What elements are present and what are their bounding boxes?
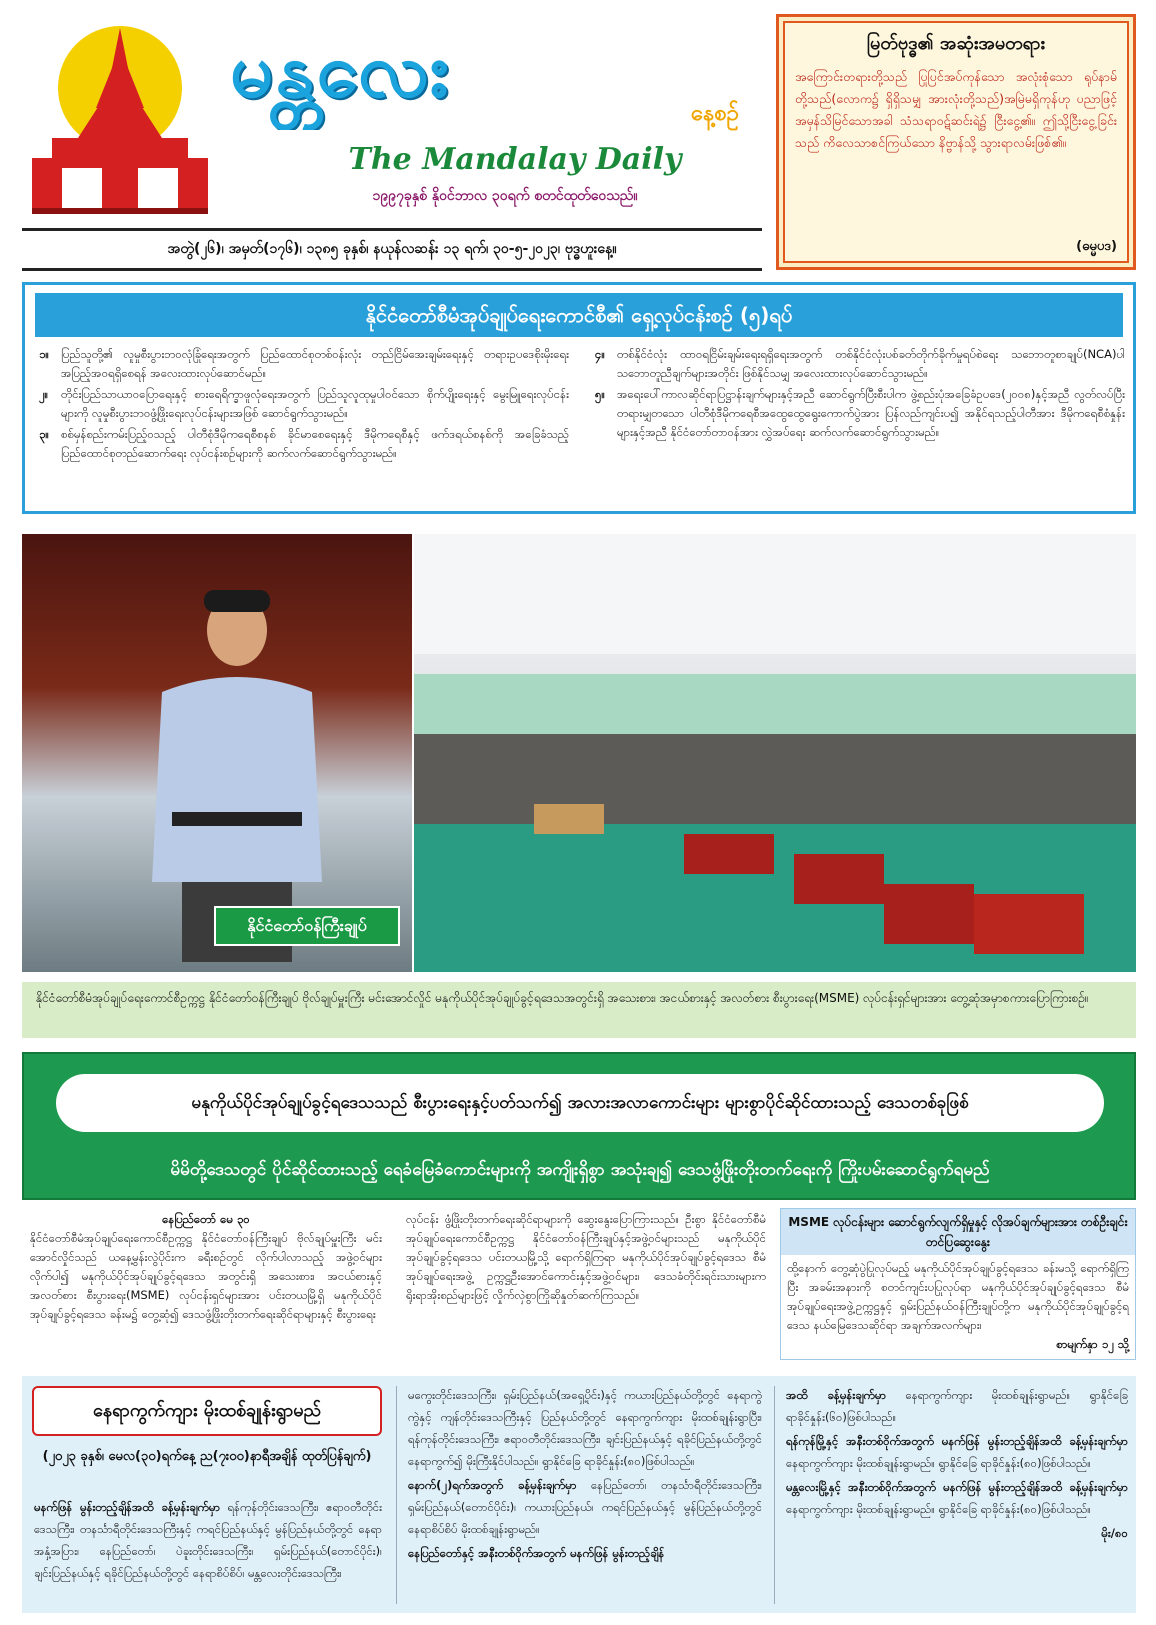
masthead-english-title: The Mandalay Daily [348, 142, 682, 177]
teaching-title: မြတ်ဗုဒ္ဓ၏ အဆုံးအမတရား [867, 33, 1045, 54]
objectives-box [22, 282, 1136, 514]
weather-text: နေရာကွက်ကျား မိုးထစ်ချုန်းရွာမည်။ ရွာနိုင်ခြေ ရာခိုင်နှုန်း(၆၀)ဖြစ်ပါသည်။ [786, 1388, 1128, 1424]
speaker-figure-icon [142, 582, 332, 962]
article-text: နိုင်ငံတော်စီမံအုပ်ချုပ်ရေးကောင်စီဥက္ကဋ္ဌ နိုင်ငံတော်ဝန်ကြီးချုပ် ဗိုလ်ချုပ်မှူးကြီး မင်းအောင်လှိုင်သည် ယနေ့မွန်းလွဲပိုင်းက ခရီးစဉ်တွင် လိုက်ပါလာသည့် အဖွဲ့ဝင်များလိုက်ပါ၍ မနုကိုယ်ပိုင်အုပ်ချုပ်ခွင့်ရဒေသ အတွင်းရှိ အသေးစား၊ အငယ်စားနှင့် အလတ်စား စီးပွားရေး(MSME) လုပ်ငန်းရှင်များအား ပင်းတယမြို့ရှိ မနုကိုယ်ပိုင်အုပ်ချုပ်ခွင့်ရဒေသ ခန်းမ၌ တွေ့ဆုံ၍ ဒေသဖွံ့ဖြိုးတိုးတက်ရေးဆိုင်ရာများနှင့် စီးပွားရေး [30, 1231, 382, 1321]
weather-section [22, 1376, 1136, 1613]
weather-column-3 [786, 1384, 1128, 1608]
objective-text: စစ်မှန်စည်းကမ်းပြည့်ဝသည့် ပါတီစုံဒီမိုကရေစီစနစ် ခိုင်မာစေရေးနှင့် ဒီမိုကရေစီနှင့် ဖက်ဒရယ်စနစ်ကို အခြေခံသည့် ပြည်ထောင်စုတည်ဆောက်ရေး လုပ်ငန်းစဉ်များကို ဆက်လက်ဆောင်ရွက်သွားမည်။ [61, 427, 569, 460]
masthead-subtitle: နေ့စဉ် [691, 101, 739, 126]
audience-hall-icon [414, 534, 1136, 972]
objective-text: တစ်နိုင်ငံလုံး ထာဝရငြိမ်းချမ်းရေးရရှိရေးအတွက် တစ်နိုင်ငံလုံးပစ်ခတ်တိုက်ခိုက်မှုရပ်စဲရေး သဘောတူစာချုပ်(NCA)ပါ သဘောတူညီချက်များအတိုင်း ဖြစ်နိုင်သမျှ အလေးထားလုပ်ဆောင်သွားမည်။ [617, 347, 1125, 380]
weather-column-1 [34, 1496, 382, 1608]
weather-text: မကွေးတိုင်းဒေသကြီး၊ ရှမ်းပြည်နယ်(အရှေ့ပိုင်း)နှင့် ကယားပြည်နယ်တို့တွင် နေရာကွဲကွဲနှင့် ကျန်တိုင်းဒေသကြီးနှင့် ပြည်နယ်တို့တွင် နေရာကွက်ကျား မိုးထစ်ချုန်းရွာပြီး၊ ရန်ကုန်တိုင်းဒေသကြီး၊ ဧရာဝတီတိုင်းဒေသကြီး၊ ချင်းပြည်နယ်နှင့် ရခိုင်ပြည်နယ်တို့တွင် နေရာကွက်၍ မိုးကြီးနိုင်ပါသည်။ ရွာနိုင်ခြေ ရာခိုင်နှုန်း(၈၀)ဖြစ်ပါသည်။ [408, 1388, 762, 1468]
speaker-name-tag: နိုင်ငံတော်ဝန်ကြီးချုပ် [214, 906, 400, 946]
article-column-1 [30, 1210, 382, 1360]
audience-photo [414, 534, 1136, 972]
divider [22, 228, 762, 231]
headline-main: မနုကိုယ်ပိုင်အုပ်ချုပ်ခွင့်ရဒေသသည် စီးပွားရေးနှင့်ပတ်သက်၍ အလားအလာကောင်းများ များစွာပိုင်ဆိုင်ထားသည့် ဒေသတစ်ခုဖြစ် [56, 1074, 1104, 1132]
objectives-column-right [595, 345, 1125, 505]
objectives-column-left [39, 345, 569, 505]
objective-number: ၂။ [39, 387, 49, 401]
objective-text: ပြည်သူတို့၏ လူမှုစီးပွားဘဝလုံခြုံရေးအတွက် ပြည်ထောင်စုတစ်ဝန်းလုံး တည်ငြိမ်အေးချမ်းရေးနှင့် တရားဥပဒေစိုးမိုးရေး အပြည့်အဝရရှိစေရန် အလေးထားလုပ်ဆောင်မည်။ [61, 347, 569, 380]
continued-link[interactable]: မိုး/၈၀ [1101, 1526, 1128, 1540]
issue-info: အတွဲ(၂၆)၊ အမှတ်(၁၇၆)၊ ၁၃၈၅ ခုနှစ်၊ နယုန်လဆန်း ၁၃ ရက်၊ ၃၀-၅-၂၀၂၃၊ ဗုဒ္ဓဟူးနေ့။ [167, 241, 617, 257]
objective-item [39, 345, 569, 383]
weather-lead: မနက်ဖြန် မွန်းတည့်ချိန်အထိ ခန့်မှန်းချက်မှာ [34, 1500, 221, 1514]
objective-item [595, 345, 1125, 383]
article-text [781, 1255, 1135, 1358]
established-line: ၁၉၉၇ခုနှစ် နိုဝင်ဘာလ ၃၀ရက် စတင်ထုတ်ဝေသည်။ [372, 188, 638, 204]
divider [396, 1386, 397, 1604]
headline-sub: မိမိတို့ဒေသတွင် ပိုင်ဆိုင်ထားသည့် ရေခံမြေခံကောင်းများကို အကျိုးရှိစွာ အသုံးချ၍ ဒေသဖွံ့ဖြိုးတိုးတက်ရေးကို ကြိုးပမ်းဆောင်ရွက်ရမည် [170, 1160, 990, 1180]
teaching-body: အကြောင်းတရားတို့သည် ပြုပြင်အပ်ကုန်သော အလုံးစုံသော ရုပ်နာမ်တို့သည်(လောက၌ ရှိရှိသမျှ အားလုံးတို့သည်)အမြဲမရှိကုန်ဟု ပညာဖြင့် အမှန်သိမြင်သောအခါ သံသရာဝဋ်ဆင်းရဲ၌ ငြီးငွေ့၏။ ဤသို့ငြီးငွေ့ခြင်းသည် ကိလေသာစင်ကြယ်သော နိဗ္ဗာန်သို့ သွားရာလမ်းဖြစ်၏။ [795, 69, 1117, 150]
weather-title: နေရာကွက်ကျား မိုးထစ်ချုန်းရွာမည် [32, 1386, 382, 1436]
weather-date: (၂၀၂၃ ခုနှစ်၊ မေလ(၃၀)ရက်နေ့ ည(၇း၀၀)နာရီအချိန် ထုတ်ပြန်ချက်) [42, 1449, 372, 1464]
objective-item [39, 425, 569, 463]
objective-number: ၃။ [39, 427, 49, 441]
article-dateline: နေပြည်တော် မေ ၃၀ [162, 1212, 250, 1226]
teaching-source: (ဓမ္မပဒ) [1076, 239, 1117, 254]
objective-item [595, 385, 1125, 442]
objective-number: ၁။ [39, 347, 49, 361]
article-column-3 [780, 1208, 1136, 1360]
objectives-title: နိုင်ငံတော်စီမံအုပ်ချုပ်ရေးကောင်စီ၏ ရှေ့လုပ်ငန်းစဉ် (၅)ရပ် [35, 293, 1123, 337]
weather-text: နေပြည်တော်၊ တနင်္သာရီတိုင်းဒေသကြီး၊ ရှမ်းပြည်နယ်(တောင်ပိုင်း)၊ ကယားပြည်နယ်၊ ကရင်ပြည်နယ်နှင့် မွန်ပြည်နယ်တို့တွင် နေရာစိပ်စိပ် မိုးထစ်ချုန်းရွာမည်။ [408, 1478, 762, 1536]
weather-text: နေရာကွက်ကျား မိုးထစ်ချုန်းရွာမည်။ ရွာနိုင်ခြေ ရာခိုင်နှုန်း(၈၀)ဖြစ်ပါသည်။ [786, 1502, 1091, 1516]
weather-lead: အထိ ခန့်မှန်းချက်မှာ [786, 1388, 887, 1402]
divider [22, 268, 762, 271]
article-text-body: ထို့နောက် တွေ့ဆုံပွဲပြုလုပ်မည့် မနုကိုယ်ပိုင်အုပ်ချုပ်ခွင့်ရဒေသ ခန်းမသို့ ရောက်ရှိကြပြီး အခမ်းအနားကို စတင်ကျင်းပပြုလုပ်ရာ မနုကိုယ်ပိုင်အုပ်ချုပ်ခွင့်ရဒေသ စီမံအုပ်ချုပ်ရေးအဖွဲ့ဥက္ကဋ္ဌနှင့် ရှမ်းပြည်နယ်ဝန်ကြီးချုပ်တို့က မနုကိုယ်ပိုင်အုပ်ချုပ်ခွင့်ရဒေသ နယ်မြေဒေသဆိုင်ရာ အချက်အလက်များ၊ [787, 1261, 1129, 1332]
objective-number: ၄။ [595, 347, 605, 361]
weather-lead: နောက်(၂)ရက်အတွက် ခန့်မှန်းချက်မှာ [408, 1478, 577, 1492]
weather-text: နေရာကွက်ကျား မိုးထစ်ချုန်းရွာမည်။ ရွာနိုင်ခြေ ရာခိုင်နှုန်း(၈၀)ဖြစ်ပါသည်။ [786, 1456, 1091, 1470]
objective-text: အရေးပေါ်ကာလဆိုင်ရာပြဋ္ဌာန်းချက်များနှင့်အညီ ဆောင်ရွက်ပြီးစီးပါက ဖွဲ့စည်းပုံအခြေခံဥပဒေ(၂၀၀၈)နှင့်အညီ လွတ်လပ်ပြီး တရားမျှတသော ပါတီစုံဒီမိုကရေစီအထွေထွေရွေးကောက်ပွဲအား ပြန်လည်ကျင်းပ၍ အနိုင်ရသည့်ပါတီအား ဒီမိုကရေစီစံနှုန်းများနှင့်အညီ နိုင်ငံတော်တာဝန်အား လွှဲအပ်ရေး ဆက်လက်ဆောင်ရွက်သွားမည်။ [617, 387, 1125, 439]
buddha-teaching-box [776, 14, 1136, 270]
objective-text: တိုင်းပြည်သာယာဝပြောရေးနှင့် စားရေရိက္ခာဖူလုံရေးအတွက် ပြည်သူလူထုမှုပါဝင်သော စိုက်ပျိုးရေးနှင့် မွေးမြူရေးလုပ်ငန်းများကို လူမှုစီးပွားဘဝဖွံ့ဖြိုးရေးလုပ်ငန်းများအဖြစ် ဆောင်ရွက်သွားမည်။ [61, 387, 569, 420]
palace-logo-icon [22, 18, 218, 214]
objective-item [39, 385, 569, 423]
masthead-title: မန္တလေး [230, 25, 451, 114]
weather-lead: ရန်ကုန်မြို့နှင့် အနီးတစ်ဝိုက်အတွက် မနက်ဖြန် မွန်းတည့်ချိန်အထိ ခန့်မှန်းချက်မှာ [786, 1434, 1128, 1448]
headline-box [22, 1052, 1136, 1200]
objective-number: ၅။ [595, 387, 605, 401]
continued-link[interactable]: စာမျက်နှာ ၁၂ သို့ [1056, 1337, 1129, 1351]
divider [774, 1386, 775, 1604]
weather-text: ရန်ကုန်တိုင်းဒေသကြီး၊ ဧရာဝတီတိုင်းဒေသကြီး၊ တနင်္သာရီတိုင်းဒေသကြီးနှင့် ကရင်ပြည်နယ်နှင့် မွန်ပြည်နယ်တို့တွင် နေရာအနှံ့အပြား၊ နေပြည်တော်၊ ပဲခူးတိုင်းဒေသကြီး၊ ရှမ်းပြည်နယ်(တောင်ပိုင်း)၊ ချင်းပြည်နယ်နှင့် ရခိုင်ပြည်နယ်တို့တွင် နေရာစိပ်စိပ်၊ မန္တလေးတိုင်းဒေသကြီး၊ [34, 1500, 382, 1580]
weather-column-2 [408, 1384, 762, 1608]
article-column-2: လုပ်ငန်း ဖွံ့ဖြိုးတိုးတက်ရေးဆိုင်ရာများကို ဆွေးနွေးပြောကြားသည်။ ဦးစွာ နိုင်ငံတော်စီမံအုပ်ချုပ်ရေးကောင်စီဥက္ကဋ္ဌ နိုင်ငံတော်ဝန်ကြီးချုပ်နှင့်အဖွဲ့ဝင်များသည် မနုကိုယ်ပိုင်အုပ်ချုပ်ခွင့်ရဒေသ ပင်းတယမြို့သို့ ရောက်ရှိကြရာ မနုကိုယ်ပိုင်အုပ်ချုပ်ခွင့်ရဒေသ စီမံအုပ်ချုပ်ရေးအဖွဲ့ ဥက္ကဋ္ဌဦးအောင်ကောင်းနှင့်အဖွဲ့ဝင်များ၊ ဒေသခံတိုင်းရင်းသားများက ရိုးရာအိုးစည်များဖြင့် လှိုက်လှဲစွာကြိုဆိုနှုတ်ဆက်ကြသည်။ [406, 1212, 766, 1302]
weather-lead: မန္တလေးမြို့နှင့် အနီးတစ်ဝိုက်အတွက် မနက်ဖြန် မွန်းတည့်ချိန်အထိ ခန့်မှန်းချက်မှာ [786, 1480, 1128, 1494]
speaker-photo [22, 534, 412, 972]
photo-caption: နိုင်ငံတော်စီမံအုပ်ချုပ်ရေးကောင်စီဥက္ကဋ္ဌ နိုင်ငံတော်ဝန်ကြီးချုပ် ဗိုလ်ချုပ်မှူးကြီး မင်းအောင်လှိုင် မနုကိုယ်ပိုင်အုပ်ချုပ်ခွင့်ရဒေသအတွင်းရှိ အသေးစား၊ အငယ်စားနှင့် အလတ်စား စီးပွားရေး(MSME) လုပ်ငန်းရှင်များအား တွေ့ဆုံအမှာစကားပြောကြားစဉ်။ [22, 982, 1136, 1038]
article-subheading: MSME လုပ်ငန်းများ ဆောင်ရွက်လျက်ရှိမှုနှင့် လိုအပ်ချက်များအား တစ်ဦးချင်း တင်ပြဆွေးနွေး [781, 1209, 1135, 1255]
weather-lead: နေပြည်တော်နှင့် အနီးတစ်ဝိုက်အတွက် မနက်ဖြန် မွန်းတည့်ချိန် [408, 1546, 665, 1560]
